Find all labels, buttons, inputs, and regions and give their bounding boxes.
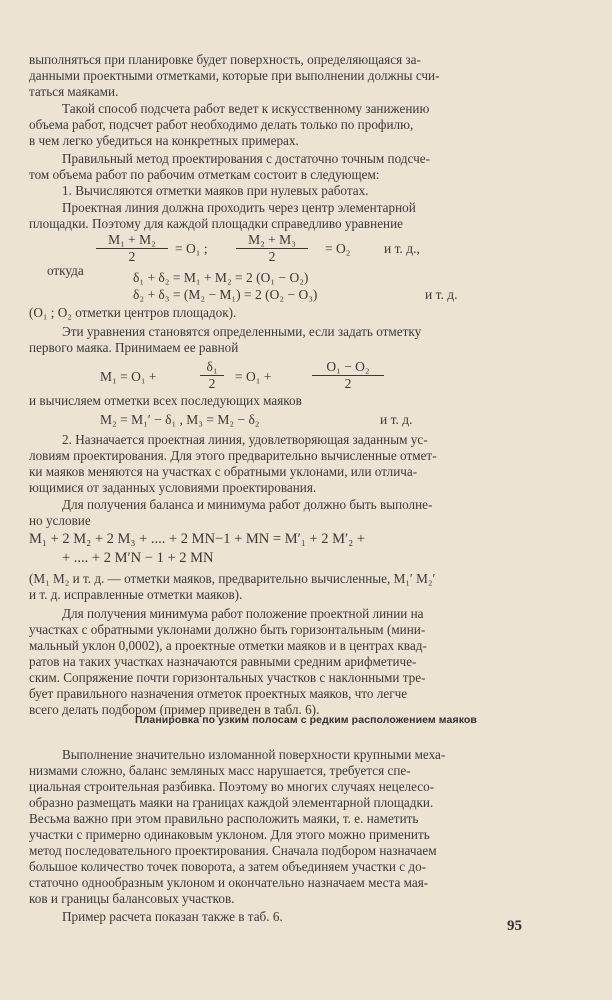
- fraction: M₁ + M₂ 2: [96, 232, 168, 264]
- fraction: δ₁ 2: [200, 359, 224, 391]
- fraction: M₂ + M₃ 2: [236, 232, 308, 264]
- fraction: O₁ − O₂ 2: [312, 359, 384, 391]
- page-number: 95: [507, 918, 522, 934]
- book-page: выполняться при планировке будет поверхность, определяющаяся за- данными проектными отметками, которые при выполнении должны счи- таться маяками. Такой способ подсчета работ ведет к искусственному занижению объема работ, подсчет работ необходимо делать только по профилю, в чем легко убедиться на конкретных примерах. Правильный метод проектирования с достаточно точным подсче- том объема работ по рабочим отметкам состоит в следующем: 1. Вычисляются отметки маяков при нулевых работах. Проектная линия должна проходить через центр элементарной площадки. Поэтому для каждой площадки справедливо уравнение M₁ + M₂ 2 = O₁ ; M₂ + M₃ 2 = O₂ и т. д., откуда δ₁ + δ₂ = M₁ + M₂ = 2 (O₁ − O₂) δ₂ + δ₃ = (M₂ − M₁) = 2 (O₂ − O₃) и т. д. (O₁ ; O₂ отметки центров площадок). Эти уравнения становятся определенными, если задать отметку первого маяка. Принимаем ее равной M₁ = O₁ + δ₁ 2 = O₁ + O₁ − O₂ 2 и вычисляем отметки всех последующих маяков M₂ = M₁′ − δ₁ , M₃ = M₂ − δ₂ и т. д. 2. Назначается проектная линия, удовлетворяющая заданным ус- ловиям проектирования. Для этого предварительно вычисленные отмет- ки маяков меняются на участках с обратными уклонами, или отлича- ющимися от заданных условиями проектирования. Для получения баланса и минимума работ должно быть выполне- но условие M₁ + 2 M₂ + 2 M₃ + .... + 2 MN−1 + MN = M′₁ + 2 M′₂ + + .... + 2 M′N − 1 + 2 MN (M₁ M₂ и т. д. — отметки маяков, предварительно вычисленные, M₁′ M₂′ и т. д. исправленные отметки маяков). Для получения минимума работ положение проектной линии на участках с обратными уклонами должно быть горизонтальным (мини- мальный уклон 0,0002), а проектные отметки маяков и в центрах квад- ратов на таких участках назначаются равными средним арифметиче- ским. Сопряжение почти горизонтальных участков с наклонными тре- бует правильного назначения отметок проектных маяков, что легче всего делать подбором (пример приведен в табл. 6). Планировка по узким полосам с редким расположением маяков Выполнение значительно изломанной поверхности крупными меха- низмами сложно, баланс земляных масс нарушается, требуется спе- циальная строительная разбивка. Поэтому во многих случаях нецелесо- образно размещать маяки на границах каждой элементарной площадки. Весьма важно при этом правильно расположить маяки, т. е. наметить участки с примерно одинаковым уклоном. Для этого можно применить метод последовательного проектирования. Сначала подбором назначаем большое количество точек поворота, а затем объединяем участки с до- статочно однообразным уклоном и окончательно назначаем места мая- ков и границы балансовых участков. Пример расчета показан также в таб. 6. 95: [0, 0, 612, 1000]
- section-heading: Планировка по узким полосам с редким расположением маяков: [134, 714, 477, 726]
